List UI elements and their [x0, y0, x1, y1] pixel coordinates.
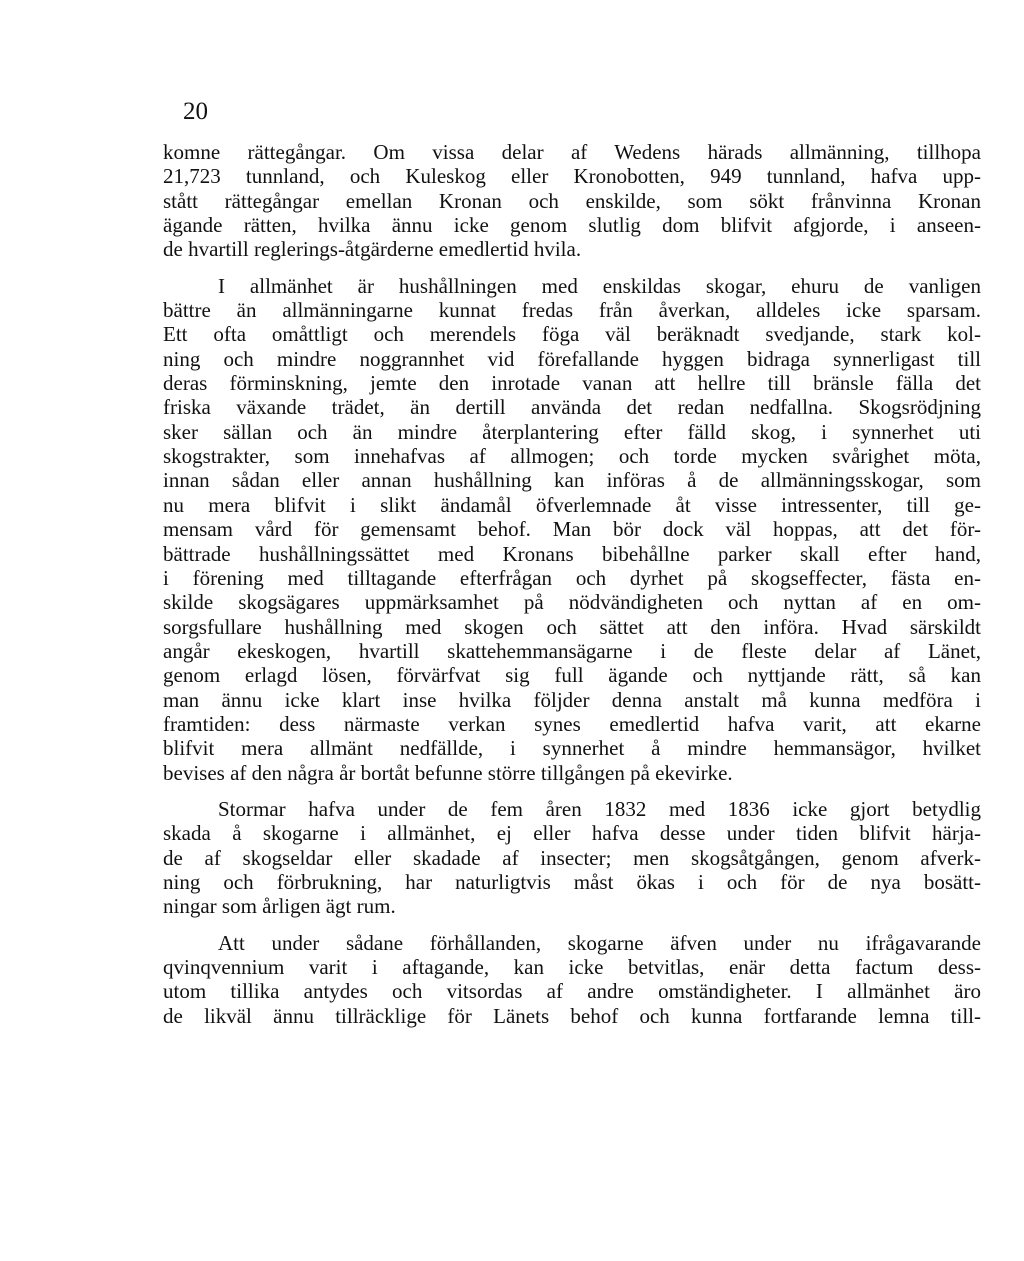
text-line: ning och förbrukning, har naturligtvis måst ökas i och för de nya bosätt-	[163, 869, 981, 894]
body-text	[163, 140, 981, 1028]
text-line: ning och mindre noggrannhet vid förefallande hyggen bidraga synnerligast till	[163, 346, 981, 371]
page-number: 20	[183, 98, 208, 125]
text-line: skilde skogsägares uppmärksamhet på nödvändigheten och nyttan af en om-	[163, 590, 981, 615]
text-line: skogstrakter, som innehafvas af allmogen; och torde mycken svårighet möta,	[163, 444, 981, 469]
text-line: I allmänhet är hushållningen med enskildas skogar, ehuru de vanligen	[218, 273, 981, 298]
text-line: komne rättegångar. Om vissa delar af Wedens härads allmänning, tillhopa	[163, 140, 981, 164]
text-line: bevises af den några år bortåt befunne större tillgången på ekevirke.	[163, 760, 733, 785]
text-line: Att under sådane förhållanden, skogarne äfven under nu ifrågavarande	[218, 930, 981, 955]
text-line: blifvit mera allmänt nedfällde, i synnerhet å mindre hemmansägor, hvilket	[163, 736, 981, 761]
text-line: Ett ofta omåttligt och merendels föga väl beräknadt svedjande, stark kol-	[163, 322, 981, 347]
text-line: qvinqvennium varit i aftagande, kan icke betvitlas, enär detta factum dess-	[163, 955, 981, 979]
text-line: nu mera blifvit i slikt ändamål öfverlemnade åt visse intressenter, till ge-	[163, 492, 981, 517]
text-line: ägande rätten, hvilka ännu icke genom slutlig dom blifvit afgjorde, i anseen-	[163, 213, 981, 238]
text-line: angår ekeskogen, hvartill skattehemmansägarne i de fleste delar af Länet,	[163, 638, 981, 663]
text-line: 21,723 tunnland, och Kuleskog eller Kronobotten, 949 tunnland, hafva upp-	[163, 164, 981, 189]
paragraph-4	[163, 931, 981, 1028]
text-line: framtiden: dess närmaste verkan synes emedlertid hafva varit, att ekarne	[163, 711, 981, 736]
text-line: bättre än allmänningarne kunnat fredas från åverkan, alldeles icke sparsam.	[163, 298, 981, 323]
text-line: bättrade hushållningssättet med Kronans bibehållne parker skall efter hand,	[163, 541, 981, 566]
text-line: Stormar hafva under de fem åren 1832 med 1836 icke gjort betydlig	[218, 796, 981, 821]
text-line: ningar som årligen ägt rum.	[163, 894, 396, 919]
paragraph-1	[163, 140, 981, 262]
text-line: de af skogseldar eller skadade af insecter; men skogsåtgången, genom afverk-	[163, 845, 981, 870]
text-line: sorgsfullare hushållning med skogen och sättet att den införa. Hvad särskildt	[163, 614, 981, 639]
text-line: friska växande trädet, än dertill använda det redan nedfallna. Skogsrödjning	[163, 395, 981, 420]
text-line: deras förminskning, jemte den inrotade vanan att hellre till bränsle fälla det	[163, 371, 981, 396]
text-line: de hvartill reglerings-åtgärderne emedlertid hvila.	[163, 237, 582, 262]
text-line: de likväl ännu tillräcklige för Länets behof och kunna fortfarande lemna till-	[163, 1003, 981, 1028]
text-line: i förening med tilltagande efterfrågan och dyrhet på skogseffecter, fästa en-	[163, 565, 981, 590]
paragraph-3	[163, 797, 981, 919]
text-line: sker sällan och än mindre återplantering efter fälld skog, i synnerhet uti	[163, 419, 981, 444]
text-line: man ännu icke klart inse hvilka följder denna anstalt må kunna medföra i	[163, 687, 981, 712]
text-line: stått rättegångar emellan Kronan och enskilde, som sökt frånvinna Kronan	[163, 188, 981, 213]
text-line: utom tillika antydes och vitsordas af andre omständigheter. I allmänhet äro	[163, 979, 981, 1004]
text-line: genom erlagd lösen, förvärfvat sig full ägande och nyttjande rätt, så kan	[163, 663, 981, 688]
text-line: innan sådan eller annan hushållning kan införas å de allmänningsskogar, som	[163, 468, 981, 493]
text-line: skada å skogarne i allmänhet, ej eller hafva desse under tiden blifvit härja-	[163, 821, 981, 846]
paragraph-2	[163, 274, 981, 785]
text-line: mensam vård för gemensamt behof. Man bör dock väl hoppas, att det för-	[163, 517, 981, 542]
